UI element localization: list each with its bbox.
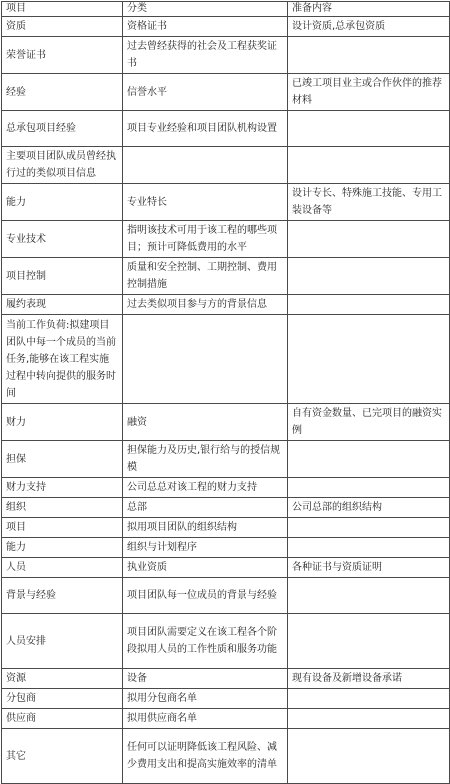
table-row: [2, 258, 450, 295]
table-row: [2, 669, 450, 689]
cell-preparation: [288, 221, 450, 258]
cell-category: 融资: [123, 404, 288, 441]
table-row: [2, 111, 450, 147]
cell-preparation: [288, 709, 450, 729]
cell-item: 资源: [2, 669, 123, 689]
cell-category: 执业资质: [123, 558, 288, 578]
cell-preparation: 各种证书与资质证明: [288, 558, 450, 578]
cell-item: 供应商: [2, 709, 123, 729]
cell-preparation: [288, 315, 450, 404]
table-row: [2, 17, 450, 37]
cell-item: 专业技术: [2, 221, 123, 258]
cell-preparation: [288, 614, 450, 669]
cell-preparation: [288, 147, 450, 184]
cell-preparation: [288, 689, 450, 709]
cell-item: 分包商: [2, 689, 123, 709]
cell-item: 背景与经验: [2, 578, 123, 614]
table-row: [2, 729, 450, 784]
table-row: [2, 221, 450, 258]
cell-preparation: [288, 538, 450, 558]
cell-preparation: [288, 441, 450, 478]
cell-item: 当前工作负荷:拟建项目团队中每一个成员的当前任务,能够在该工程实施过程中转向提供的服务时间: [2, 315, 123, 404]
table-row: [2, 37, 450, 74]
cell-item: 资质: [2, 17, 123, 37]
table-row: [2, 404, 450, 441]
cell-category: 项目团队每一位成员的背景与经验: [123, 578, 288, 614]
cell-preparation: 自有资金数量、已完项目的融资实例: [288, 404, 450, 441]
cell-category: 信誉水平: [123, 74, 288, 111]
cell-preparation: [288, 37, 450, 74]
table-row: [2, 147, 450, 184]
cell-item: 财力: [2, 404, 123, 441]
cell-category: 专业特长: [123, 184, 288, 221]
cell-item: 担保: [2, 441, 123, 478]
cell-item: 履约表现: [2, 295, 123, 315]
cell-category: [123, 315, 288, 404]
table-row: [2, 518, 450, 538]
table-row: [2, 558, 450, 578]
table-row: [2, 315, 450, 404]
cell-item: 其它: [2, 729, 123, 784]
cell-preparation: 已竣工项目业主或合作伙伴的推荐材料: [288, 74, 450, 111]
cell-category: 项目专业经验和项目团队机构设置: [123, 111, 288, 147]
cell-item: 财力支持: [2, 478, 123, 498]
header-preparation: 准备内容: [288, 2, 450, 17]
cell-category: 过去曾经获得的社会及工程获奖证书: [123, 37, 288, 74]
cell-preparation: [288, 729, 450, 784]
cell-category: 拟用分包商名单: [123, 689, 288, 709]
cell-category: 指明该技术可用于该工程的哪些项目；预计可降低费用的水平: [123, 221, 288, 258]
table-row: [2, 578, 450, 614]
table-header-row: [2, 2, 450, 17]
table-row: [2, 184, 450, 221]
header-category: 分类: [123, 2, 288, 17]
cell-preparation: 设计专长、特殊施工技能、专用工装设备等: [288, 184, 450, 221]
table-row: [2, 74, 450, 111]
cell-category: 组织与计划程序: [123, 538, 288, 558]
cell-preparation: [288, 478, 450, 498]
cell-category: 任何可以证明降低该工程风险、减少费用支出和提高实施效率的清单: [123, 729, 288, 784]
cell-item: 能力: [2, 184, 123, 221]
cell-preparation: [288, 578, 450, 614]
cell-item: 项目: [2, 518, 123, 538]
table-row: [2, 441, 450, 478]
cell-category: 拟用项目团队的组织结构: [123, 518, 288, 538]
cell-preparation: [288, 258, 450, 295]
cell-category: [123, 147, 288, 184]
cell-preparation: 设计资质,总承包资质: [288, 17, 450, 37]
cell-category: 设备: [123, 669, 288, 689]
table-row: [2, 709, 450, 729]
cell-category: 过去类似项目参与方的背景信息: [123, 295, 288, 315]
cell-item: 能力: [2, 538, 123, 558]
header-item: 项目: [2, 2, 123, 17]
cell-category: 担保能力及历史,银行给与的授信规模: [123, 441, 288, 478]
table-row: [2, 498, 450, 518]
cell-category: 项目团队需要定义在该工程各个阶段拟用人员的工作性质和服务功能: [123, 614, 288, 669]
table-row: [2, 689, 450, 709]
cell-item: 人员安排: [2, 614, 123, 669]
cell-preparation: 公司总部的组织结构: [288, 498, 450, 518]
cell-category: 拟用供应商名单: [123, 709, 288, 729]
table-row: [2, 538, 450, 558]
cell-preparation: 现有设备及新增设备承诺: [288, 669, 450, 689]
table-row: [2, 478, 450, 498]
cell-item: 项目控制: [2, 258, 123, 295]
cell-preparation: [288, 295, 450, 315]
cell-item: 荣誉证书: [2, 37, 123, 74]
cell-category: 质量和安全控制、工期控制、费用控制措施: [123, 258, 288, 295]
requirements-table: [1, 1, 450, 784]
cell-category: 资格证书: [123, 17, 288, 37]
cell-category: 公司总总对该工程的财力支持: [123, 478, 288, 498]
cell-category: 总部: [123, 498, 288, 518]
cell-preparation: [288, 518, 450, 538]
cell-preparation: [288, 111, 450, 147]
cell-item: 总承包项目经验: [2, 111, 123, 147]
cell-item: 经验: [2, 74, 123, 111]
table-row: [2, 295, 450, 315]
cell-item: 组织: [2, 498, 123, 518]
table-row: [2, 614, 450, 669]
cell-item: 主要项目团队成员曾经执行过的类似项目信息: [2, 147, 123, 184]
cell-item: 人员: [2, 558, 123, 578]
